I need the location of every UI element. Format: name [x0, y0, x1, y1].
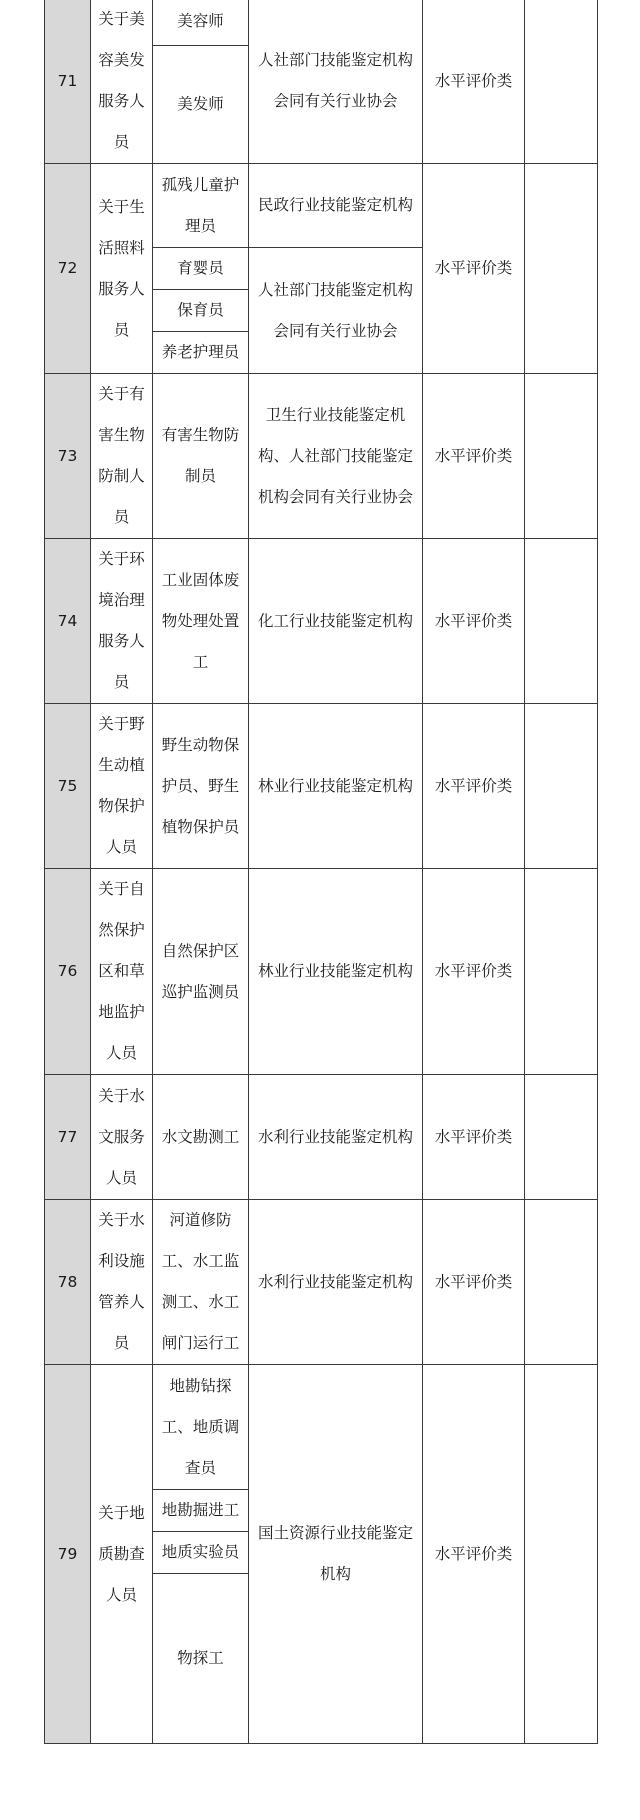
eval-type-cell: 水平评价类 [423, 704, 525, 869]
category-cell: 关于野生动植物保护人员 [91, 704, 153, 869]
category-cell: 关于有害生物防制人员 [91, 374, 153, 539]
remark-cell [525, 374, 598, 539]
row-number: 71 [45, 0, 91, 164]
occupation-cell: 水文勘测工 [153, 1075, 249, 1200]
remark-cell [525, 1075, 598, 1200]
category-cell: 关于水文服务人员 [91, 1075, 153, 1200]
eval-type-cell: 水平评价类 [423, 1200, 525, 1365]
category-cell: 关于美容美发服务人员 [91, 0, 153, 164]
agency-cell: 人社部门技能鉴定机构会同有关行业协会 [249, 0, 423, 164]
row-number: 78 [45, 1200, 91, 1365]
remark-cell [525, 1365, 598, 1744]
occupation-cell: 物探工 [153, 1574, 249, 1744]
occupation-cell: 有害生物防制员 [153, 374, 249, 539]
eval-type-cell: 水平评价类 [423, 1365, 525, 1744]
occupation-cell: 地勘掘进工 [153, 1490, 249, 1532]
occupation-cell: 地勘钻探工、地质调查员 [153, 1365, 249, 1490]
agency-cell: 民政行业技能鉴定机构 [249, 164, 423, 248]
agency-cell: 人社部门技能鉴定机构会同有关行业协会 [249, 248, 423, 374]
category-cell: 关于自然保护区和草地监护人员 [91, 869, 153, 1075]
category-cell: 关于水利设施管养人员 [91, 1200, 153, 1365]
remark-cell [525, 0, 598, 164]
remark-cell [525, 539, 598, 704]
eval-type-cell: 水平评价类 [423, 869, 525, 1075]
agency-cell: 化工行业技能鉴定机构 [249, 539, 423, 704]
row-number: 76 [45, 869, 91, 1075]
remark-cell [525, 869, 598, 1075]
eval-type-cell: 水平评价类 [423, 1075, 525, 1200]
occupation-cell: 地质实验员 [153, 1532, 249, 1574]
occupation-cell: 孤残儿童护理员 [153, 164, 249, 248]
occupation-cell: 工业固体废物处理处置工 [153, 539, 249, 704]
row-number: 79 [45, 1365, 91, 1744]
occupation-cell: 野生动物保护员、野生植物保护员 [153, 704, 249, 869]
category-cell: 关于生活照料服务人员 [91, 164, 153, 374]
row-number: 73 [45, 374, 91, 539]
row-number: 74 [45, 539, 91, 704]
remark-cell [525, 704, 598, 869]
occupation-cell: 自然保护区巡护监测员 [153, 869, 249, 1075]
row-number: 75 [45, 704, 91, 869]
occupation-cell: 育婴员 [153, 248, 249, 290]
occupation-cell: 美发师 [153, 45, 249, 163]
agency-cell: 林业行业技能鉴定机构 [249, 869, 423, 1075]
occupation-cell: 河道修防工、水工监测工、水工闸门运行工 [153, 1200, 249, 1365]
eval-type-cell: 水平评价类 [423, 539, 525, 704]
agency-cell: 水利行业技能鉴定机构 [249, 1075, 423, 1200]
occupation-table [44, 0, 598, 1744]
occupation-cell: 美容师 [153, 0, 249, 45]
agency-cell: 林业行业技能鉴定机构 [249, 704, 423, 869]
category-cell: 关于地质勘查人员 [91, 1365, 153, 1744]
category-cell: 关于环境治理服务人员 [91, 539, 153, 704]
eval-type-cell: 水平评价类 [423, 0, 525, 164]
row-number: 72 [45, 164, 91, 374]
occupation-cell: 养老护理员 [153, 332, 249, 374]
agency-cell: 国土资源行业技能鉴定机构 [249, 1365, 423, 1744]
agency-cell: 卫生行业技能鉴定机构、人社部门技能鉴定机构会同有关行业协会 [249, 374, 423, 539]
remark-cell [525, 164, 598, 374]
row-number: 77 [45, 1075, 91, 1200]
remark-cell [525, 1200, 598, 1365]
eval-type-cell: 水平评价类 [423, 164, 525, 374]
eval-type-cell: 水平评价类 [423, 374, 525, 539]
occupation-cell: 保育员 [153, 290, 249, 332]
agency-cell: 水利行业技能鉴定机构 [249, 1200, 423, 1365]
